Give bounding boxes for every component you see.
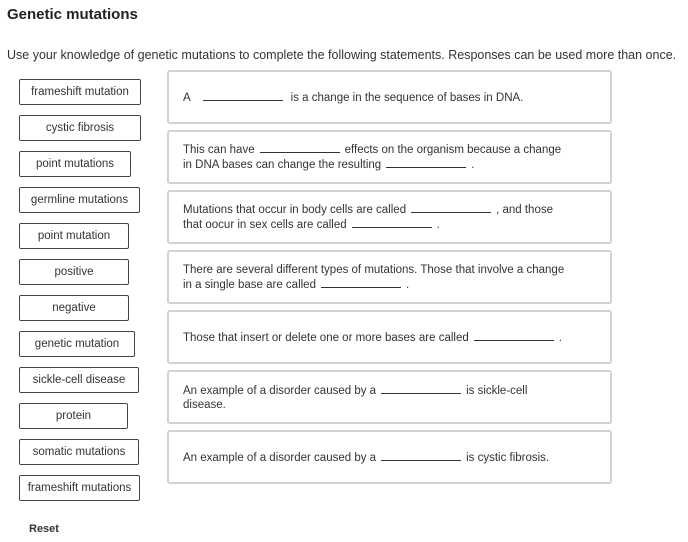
statement-box-2 bbox=[167, 130, 612, 184]
statement-text: is sickle-cell bbox=[466, 384, 528, 397]
response-chip[interactable]: germline mutations bbox=[19, 187, 140, 213]
statement-text: A bbox=[183, 91, 191, 104]
response-chip[interactable]: sickle-cell disease bbox=[19, 367, 139, 393]
statement-text: is a change in the sequence of bases in DNA. bbox=[290, 91, 524, 104]
statement-text: . bbox=[471, 159, 475, 171]
response-chip[interactable]: point mutation bbox=[19, 223, 129, 249]
drop-blank[interactable] bbox=[411, 202, 491, 213]
statement-text: This can have bbox=[183, 144, 255, 156]
statement-box-1 bbox=[167, 70, 612, 124]
statement-text: . bbox=[558, 331, 562, 344]
statement-text: in a single base are called bbox=[183, 278, 316, 291]
response-chip[interactable]: frameshift mutation bbox=[19, 79, 141, 105]
statement-text: . bbox=[436, 219, 440, 231]
statement-text: in DNA bases can change the resulting bbox=[183, 159, 382, 171]
statement-text: effects on the organism because a change bbox=[344, 144, 562, 156]
statement-text: An example of a disorder caused by a bbox=[183, 451, 377, 464]
drop-blank[interactable] bbox=[260, 142, 340, 153]
response-chip[interactable]: somatic mutations bbox=[19, 439, 139, 465]
response-chip[interactable]: genetic mutation bbox=[19, 331, 135, 357]
instructions-text: Use your knowledge of genetic mutations to complete the following statements. Responses can be used more than once. bbox=[7, 48, 677, 62]
statement-text: is cystic fibrosis. bbox=[466, 451, 550, 464]
response-chip[interactable]: negative bbox=[19, 295, 129, 321]
drop-blank[interactable] bbox=[386, 157, 466, 168]
statement-box-7 bbox=[167, 430, 612, 484]
reset-button[interactable]: Reset bbox=[29, 523, 59, 535]
statement-box-6 bbox=[167, 370, 612, 424]
statement-box-5 bbox=[167, 310, 612, 364]
statement-text: disease. bbox=[183, 398, 226, 411]
response-chip[interactable]: protein bbox=[19, 403, 128, 429]
drop-blank[interactable] bbox=[474, 330, 554, 341]
response-chip[interactable]: cystic fibrosis bbox=[19, 115, 141, 141]
response-chip[interactable]: positive bbox=[19, 259, 129, 285]
statement-text: Mutations that occur in body cells are called bbox=[183, 204, 407, 216]
drop-blank[interactable] bbox=[352, 217, 432, 228]
drop-blank[interactable] bbox=[381, 450, 461, 461]
response-chip[interactable]: frameshift mutations bbox=[19, 475, 140, 501]
statement-box-3 bbox=[167, 190, 612, 244]
statement-text: An example of a disorder caused by a bbox=[183, 384, 377, 397]
statement-text: There are several different types of mutations. Those that involve a change bbox=[183, 263, 565, 276]
statement-text: . bbox=[405, 278, 410, 291]
statement-text: , and those bbox=[496, 204, 553, 216]
drop-blank[interactable] bbox=[321, 277, 401, 288]
statement-text: Those that insert or delete one or more bases are called bbox=[183, 331, 469, 344]
statement-box-4 bbox=[167, 250, 612, 304]
drop-blank[interactable] bbox=[381, 383, 461, 394]
statement-text: that oocur in sex cells are called bbox=[183, 219, 347, 231]
response-chip[interactable]: point mutations bbox=[19, 151, 131, 177]
page-title: Genetic mutations bbox=[7, 6, 138, 23]
drop-blank[interactable] bbox=[203, 90, 283, 101]
